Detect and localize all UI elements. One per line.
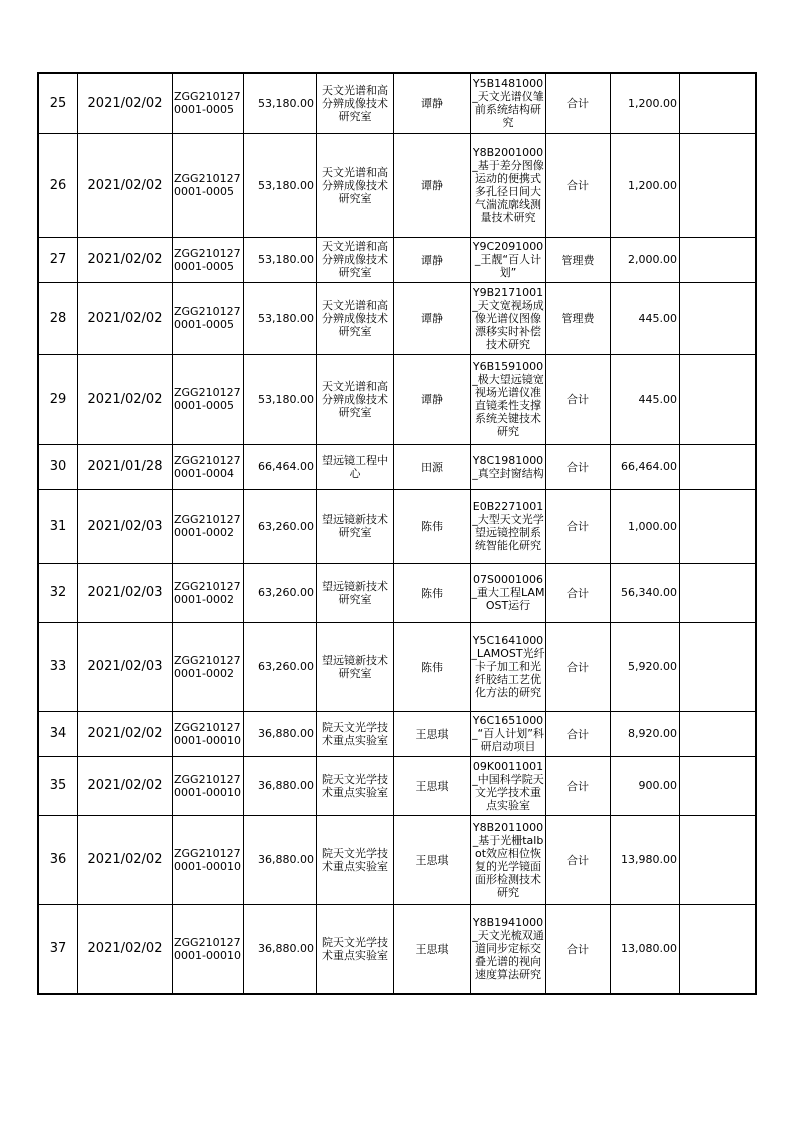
- expense-type-cell: 管理费: [546, 282, 611, 354]
- expense-type-cell: 合计: [546, 563, 611, 622]
- voucher-code-cell: ZGG2101270001-0005: [173, 237, 244, 282]
- remark-cell: [680, 489, 757, 563]
- person-cell: 王思琪: [394, 815, 471, 904]
- department-cell: 院天文光学技术重点实验室: [317, 711, 394, 756]
- project-cell: Y8C1981000_真空封窗结构: [471, 444, 546, 489]
- department-cell: 望远镜新技术研究室: [317, 622, 394, 711]
- row-number: 26: [38, 133, 78, 237]
- total-amount-cell: 36,880.00: [244, 711, 317, 756]
- department-cell: 院天文光学技术重点实验室: [317, 815, 394, 904]
- remark-cell: [680, 815, 757, 904]
- allocated-amount-cell: 13,980.00: [611, 815, 680, 904]
- department-cell: 天文光谱和高分辨成像技术研究室: [317, 237, 394, 282]
- expense-type-cell: 合计: [546, 622, 611, 711]
- table-row: [38, 354, 756, 444]
- project-cell: Y9B2171001_天文宽视场成像光谱仪图像漂移实时补偿技术研究: [471, 282, 546, 354]
- row-number: 33: [38, 622, 78, 711]
- person-cell: 谭静: [394, 354, 471, 444]
- expense-type-cell: 合计: [546, 904, 611, 994]
- expense-type-cell: 合计: [546, 756, 611, 815]
- voucher-code-cell: ZGG2101270001-0002: [173, 489, 244, 563]
- person-cell: 陈伟: [394, 622, 471, 711]
- total-amount-cell: 36,880.00: [244, 756, 317, 815]
- table-row: [38, 815, 756, 904]
- total-amount-cell: 53,180.00: [244, 354, 317, 444]
- remark-cell: [680, 444, 757, 489]
- date-cell: 2021/02/02: [78, 133, 173, 237]
- row-number: 28: [38, 282, 78, 354]
- remark-cell: [680, 563, 757, 622]
- table-row: [38, 133, 756, 237]
- person-cell: 陈伟: [394, 489, 471, 563]
- project-cell: Y8B2011000_基于光栅talbot效应相位恢复的光学镜面面形检测技术研究: [471, 815, 546, 904]
- table-row: [38, 282, 756, 354]
- allocated-amount-cell: 1,200.00: [611, 73, 680, 133]
- total-amount-cell: 63,260.00: [244, 563, 317, 622]
- row-number: 27: [38, 237, 78, 282]
- voucher-code-cell: ZGG2101270001-0005: [173, 282, 244, 354]
- table-row: [38, 237, 756, 282]
- remark-cell: [680, 756, 757, 815]
- remark-cell: [680, 904, 757, 994]
- department-cell: 天文光谱和高分辨成像技术研究室: [317, 282, 394, 354]
- total-amount-cell: 63,260.00: [244, 489, 317, 563]
- voucher-code-cell: ZGG2101270001-0005: [173, 73, 244, 133]
- total-amount-cell: 53,180.00: [244, 282, 317, 354]
- table-row: [38, 73, 756, 133]
- voucher-code-cell: ZGG2101270001-00010: [173, 756, 244, 815]
- table-row: [38, 904, 756, 994]
- total-amount-cell: 36,880.00: [244, 904, 317, 994]
- date-cell: 2021/02/02: [78, 282, 173, 354]
- allocated-amount-cell: 13,080.00: [611, 904, 680, 994]
- voucher-code-cell: ZGG2101270001-0005: [173, 133, 244, 237]
- department-cell: 天文光谱和高分辨成像技术研究室: [317, 133, 394, 237]
- total-amount-cell: 36,880.00: [244, 815, 317, 904]
- allocated-amount-cell: 445.00: [611, 354, 680, 444]
- person-cell: 王思琪: [394, 756, 471, 815]
- remark-cell: [680, 622, 757, 711]
- expense-type-cell: 管理费: [546, 237, 611, 282]
- date-cell: 2021/02/02: [78, 73, 173, 133]
- person-cell: 谭静: [394, 237, 471, 282]
- department-cell: 院天文光学技术重点实验室: [317, 904, 394, 994]
- voucher-code-cell: ZGG2101270001-00010: [173, 904, 244, 994]
- row-number: 25: [38, 73, 78, 133]
- voucher-code-cell: ZGG2101270001-0002: [173, 563, 244, 622]
- allocated-amount-cell: 445.00: [611, 282, 680, 354]
- date-cell: 2021/02/02: [78, 711, 173, 756]
- row-number: 32: [38, 563, 78, 622]
- expense-type-cell: 合计: [546, 711, 611, 756]
- row-number: 34: [38, 711, 78, 756]
- department-cell: 望远镜新技术研究室: [317, 489, 394, 563]
- date-cell: 2021/02/03: [78, 489, 173, 563]
- total-amount-cell: 66,464.00: [244, 444, 317, 489]
- project-cell: Y8B2001000_基于差分图像运动的便携式多孔径日间大气湍流廓线测量技术研究: [471, 133, 546, 237]
- table-row: [38, 563, 756, 622]
- person-cell: 谭静: [394, 133, 471, 237]
- voucher-code-cell: ZGG2101270001-00010: [173, 815, 244, 904]
- row-number: 29: [38, 354, 78, 444]
- remark-cell: [680, 133, 757, 237]
- allocated-amount-cell: 8,920.00: [611, 711, 680, 756]
- department-cell: 天文光谱和高分辨成像技术研究室: [317, 354, 394, 444]
- project-cell: Y9C2091000_王靓“百人计划”: [471, 237, 546, 282]
- remark-cell: [680, 73, 757, 133]
- date-cell: 2021/01/28: [78, 444, 173, 489]
- voucher-code-cell: ZGG2101270001-00010: [173, 711, 244, 756]
- table-row: [38, 489, 756, 563]
- person-cell: 陈伟: [394, 563, 471, 622]
- date-cell: 2021/02/02: [78, 815, 173, 904]
- table-row: [38, 444, 756, 489]
- total-amount-cell: 53,180.00: [244, 73, 317, 133]
- remark-cell: [680, 237, 757, 282]
- project-cell: Y5C1641000_LAMOST光纤卡子加工和光纤胶结工艺优化方法的研究: [471, 622, 546, 711]
- voucher-code-cell: ZGG2101270001-0002: [173, 622, 244, 711]
- voucher-code-cell: ZGG2101270001-0004: [173, 444, 244, 489]
- voucher-code-cell: ZGG2101270001-0005: [173, 354, 244, 444]
- allocated-amount-cell: 1,000.00: [611, 489, 680, 563]
- person-cell: 谭静: [394, 282, 471, 354]
- project-cell: Y6C1651000_“百人计划”科研启动项目: [471, 711, 546, 756]
- date-cell: 2021/02/02: [78, 237, 173, 282]
- date-cell: 2021/02/02: [78, 756, 173, 815]
- person-cell: 王思琪: [394, 904, 471, 994]
- expense-type-cell: 合计: [546, 354, 611, 444]
- person-cell: 王思琪: [394, 711, 471, 756]
- expense-type-cell: 合计: [546, 815, 611, 904]
- department-cell: 天文光谱和高分辨成像技术研究室: [317, 73, 394, 133]
- expense-type-cell: 合计: [546, 133, 611, 237]
- remark-cell: [680, 282, 757, 354]
- allocated-amount-cell: 2,000.00: [611, 237, 680, 282]
- row-number: 31: [38, 489, 78, 563]
- date-cell: 2021/02/03: [78, 563, 173, 622]
- project-cell: Y8B1941000_天文光梳双通道同步定标交叠光谱的视向速度算法研究: [471, 904, 546, 994]
- total-amount-cell: 53,180.00: [244, 133, 317, 237]
- expense-type-cell: 合计: [546, 489, 611, 563]
- project-cell: 09K0011001_中国科学院天文光学技术重点实验室: [471, 756, 546, 815]
- table-row: [38, 622, 756, 711]
- department-cell: 望远镜新技术研究室: [317, 563, 394, 622]
- project-cell: E0B2271001_大型天文光学望远镜控制系统智能化研究: [471, 489, 546, 563]
- department-cell: 望远镜工程中心: [317, 444, 394, 489]
- person-cell: 谭静: [394, 73, 471, 133]
- total-amount-cell: 53,180.00: [244, 237, 317, 282]
- date-cell: 2021/02/03: [78, 622, 173, 711]
- row-number: 35: [38, 756, 78, 815]
- project-cell: Y6B1591000_极大望远镜宽视场光谱仪准直镜柔性支撑系统关键技术研究: [471, 354, 546, 444]
- project-cell: 07S0001006_重大工程LAMOST运行: [471, 563, 546, 622]
- allocated-amount-cell: 66,464.00: [611, 444, 680, 489]
- department-cell: 院天文光学技术重点实验室: [317, 756, 394, 815]
- project-cell: Y5B1481000_天文光谱仪雏前系统结构研究: [471, 73, 546, 133]
- expense-table: [37, 72, 757, 995]
- expense-type-cell: 合计: [546, 444, 611, 489]
- date-cell: 2021/02/02: [78, 904, 173, 994]
- table-row: [38, 756, 756, 815]
- person-cell: 田源: [394, 444, 471, 489]
- allocated-amount-cell: 56,340.00: [611, 563, 680, 622]
- allocated-amount-cell: 900.00: [611, 756, 680, 815]
- total-amount-cell: 63,260.00: [244, 622, 317, 711]
- expense-type-cell: 合计: [546, 73, 611, 133]
- date-cell: 2021/02/02: [78, 354, 173, 444]
- row-number: 37: [38, 904, 78, 994]
- allocated-amount-cell: 5,920.00: [611, 622, 680, 711]
- remark-cell: [680, 711, 757, 756]
- allocated-amount-cell: 1,200.00: [611, 133, 680, 237]
- remark-cell: [680, 354, 757, 444]
- row-number: 36: [38, 815, 78, 904]
- row-number: 30: [38, 444, 78, 489]
- table-row: [38, 711, 756, 756]
